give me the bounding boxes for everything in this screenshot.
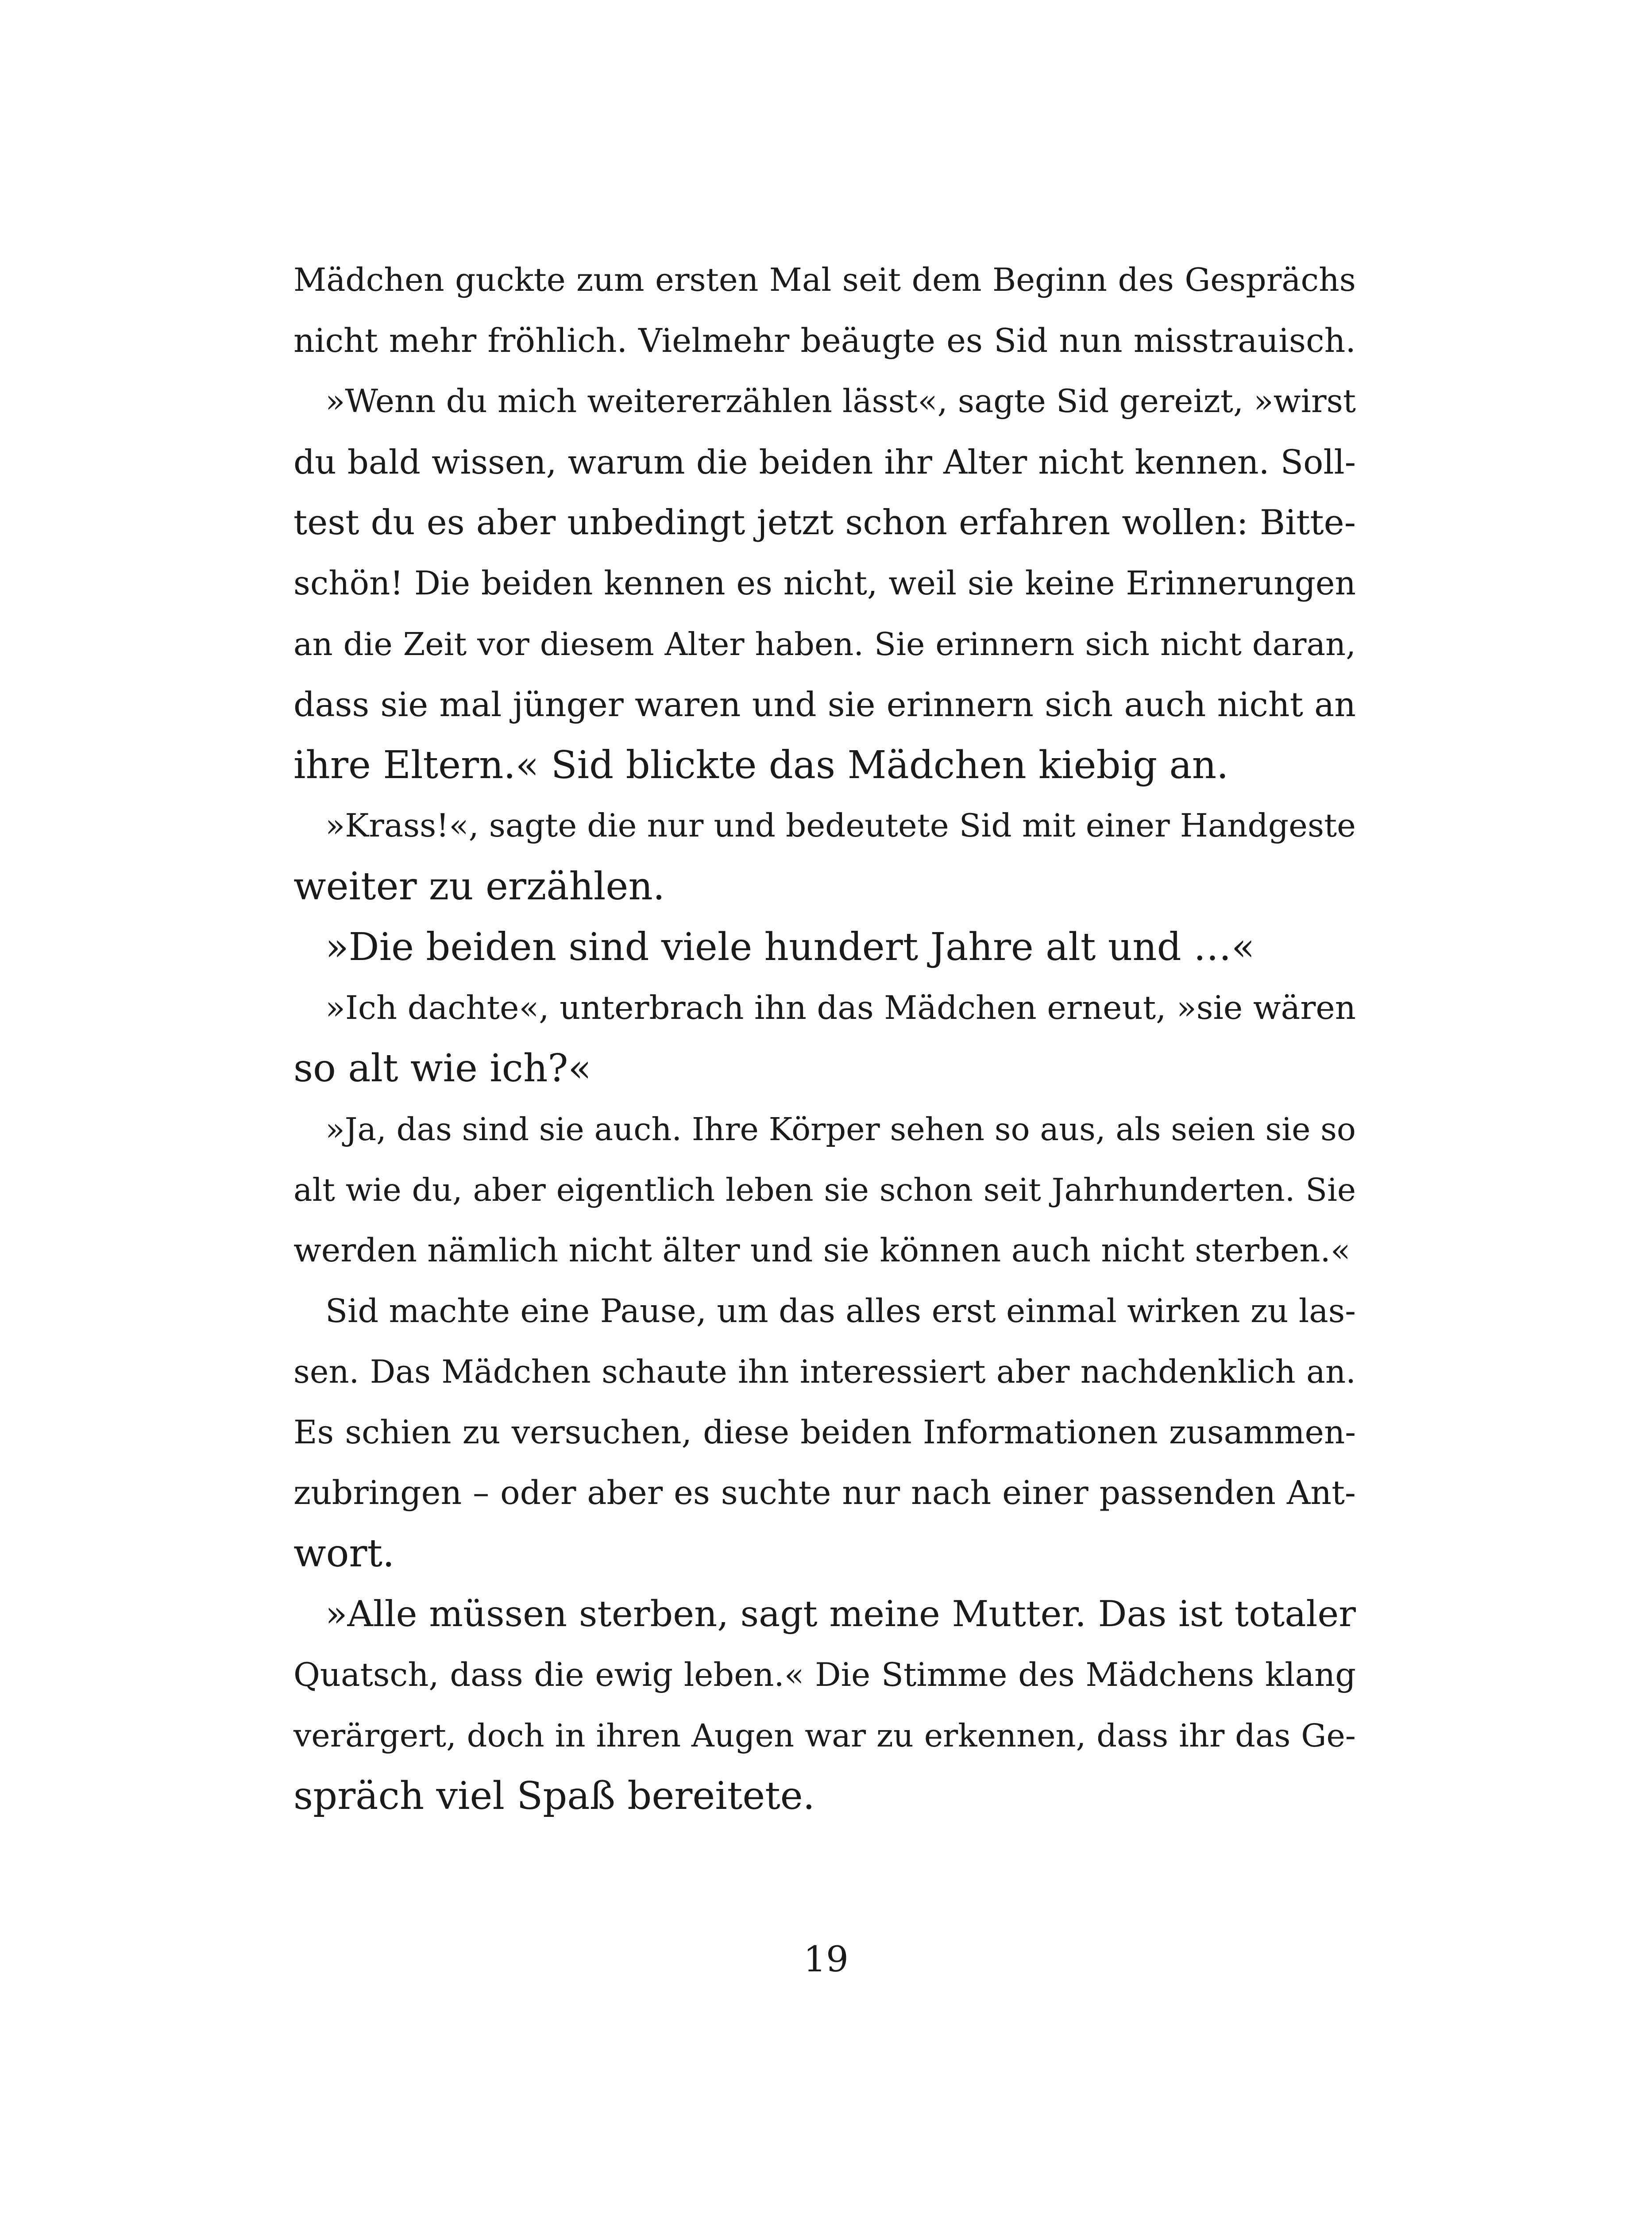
text-line: »Die beiden sind viele hundert Jahre alt und …« [325, 925, 1255, 969]
page-number: 19 [803, 1939, 849, 1980]
text-line: du bald wissen, warum die beiden ihr Alter nicht kennen. Soll- [293, 443, 1356, 482]
text-line: verärgert, doch in ihren Augen war zu erkennen, dass ihr das Ge- [293, 1717, 1356, 1754]
text-line: an die Zeit vor diesem Alter haben. Sie erinnern sich nicht daran, [293, 626, 1356, 663]
body-text [293, 250, 1356, 1827]
text-line: so alt wie ich?« [293, 1046, 592, 1091]
text-line: zubringen – oder aber es suchte nur nach einer passenden Ant- [293, 1474, 1356, 1512]
text-line: Mädchen guckte zum ersten Mal seit dem Beginn des Gesprächs [293, 262, 1356, 299]
text-line: sen. Das Mädchen schaute ihn interessiert aber nachdenklich an. [293, 1353, 1356, 1390]
text-line: Quatsch, dass die ewig leben.« Die Stimme des Mädchens klang [293, 1656, 1356, 1694]
text-line: Sid machte eine Pause, um das alles erst einmal wirken zu las- [325, 1292, 1356, 1330]
text-line: »Ja, das sind sie auch. Ihre Körper sehen so aus, als seien sie so [325, 1111, 1356, 1148]
text-line: werden nämlich nicht älter und sie können auch nicht sterben.« [293, 1232, 1351, 1269]
text-line: »Alle müssen sterben, sagt meine Mutter. Das ist totaler [325, 1593, 1356, 1635]
text-line: »Ich dachte«, unterbrach ihn das Mädchen erneut, »sie wären [325, 989, 1356, 1027]
text-line: weiter zu erzählen. [293, 864, 665, 909]
text-line: »Krass!«, sagte die nur und bedeutete Sid mit einer Handgeste [325, 807, 1356, 844]
text-line: »Wenn du mich weitererzählen lässt«, sagte Sid gereizt, »wirst [325, 383, 1356, 420]
text-line: nicht mehr fröhlich. Vielmehr beäugte es Sid nun misstrauisch. [293, 322, 1356, 360]
text-line: schön! Die beiden kennen es nicht, weil sie keine Erinnerungen [293, 565, 1356, 602]
text-line: dass sie mal jünger waren und sie erinnern sich auch nicht an [293, 685, 1356, 724]
text-line: spräch viel Spaß bereitete. [293, 1774, 815, 1818]
text-line: ihre Eltern.« Sid blickte das Mädchen kiebig an. [293, 743, 1229, 787]
text-line: alt wie du, aber eigentlich leben sie schon seit Jahrhunderten. Sie [293, 1172, 1356, 1208]
text-line: wort. [293, 1531, 395, 1576]
text-line: Es schien zu versuchen, diese beiden Informationen zusammen- [293, 1414, 1356, 1451]
text-line: test du es aber unbedingt jetzt schon erfahren wollen: Bitte- [293, 503, 1356, 543]
